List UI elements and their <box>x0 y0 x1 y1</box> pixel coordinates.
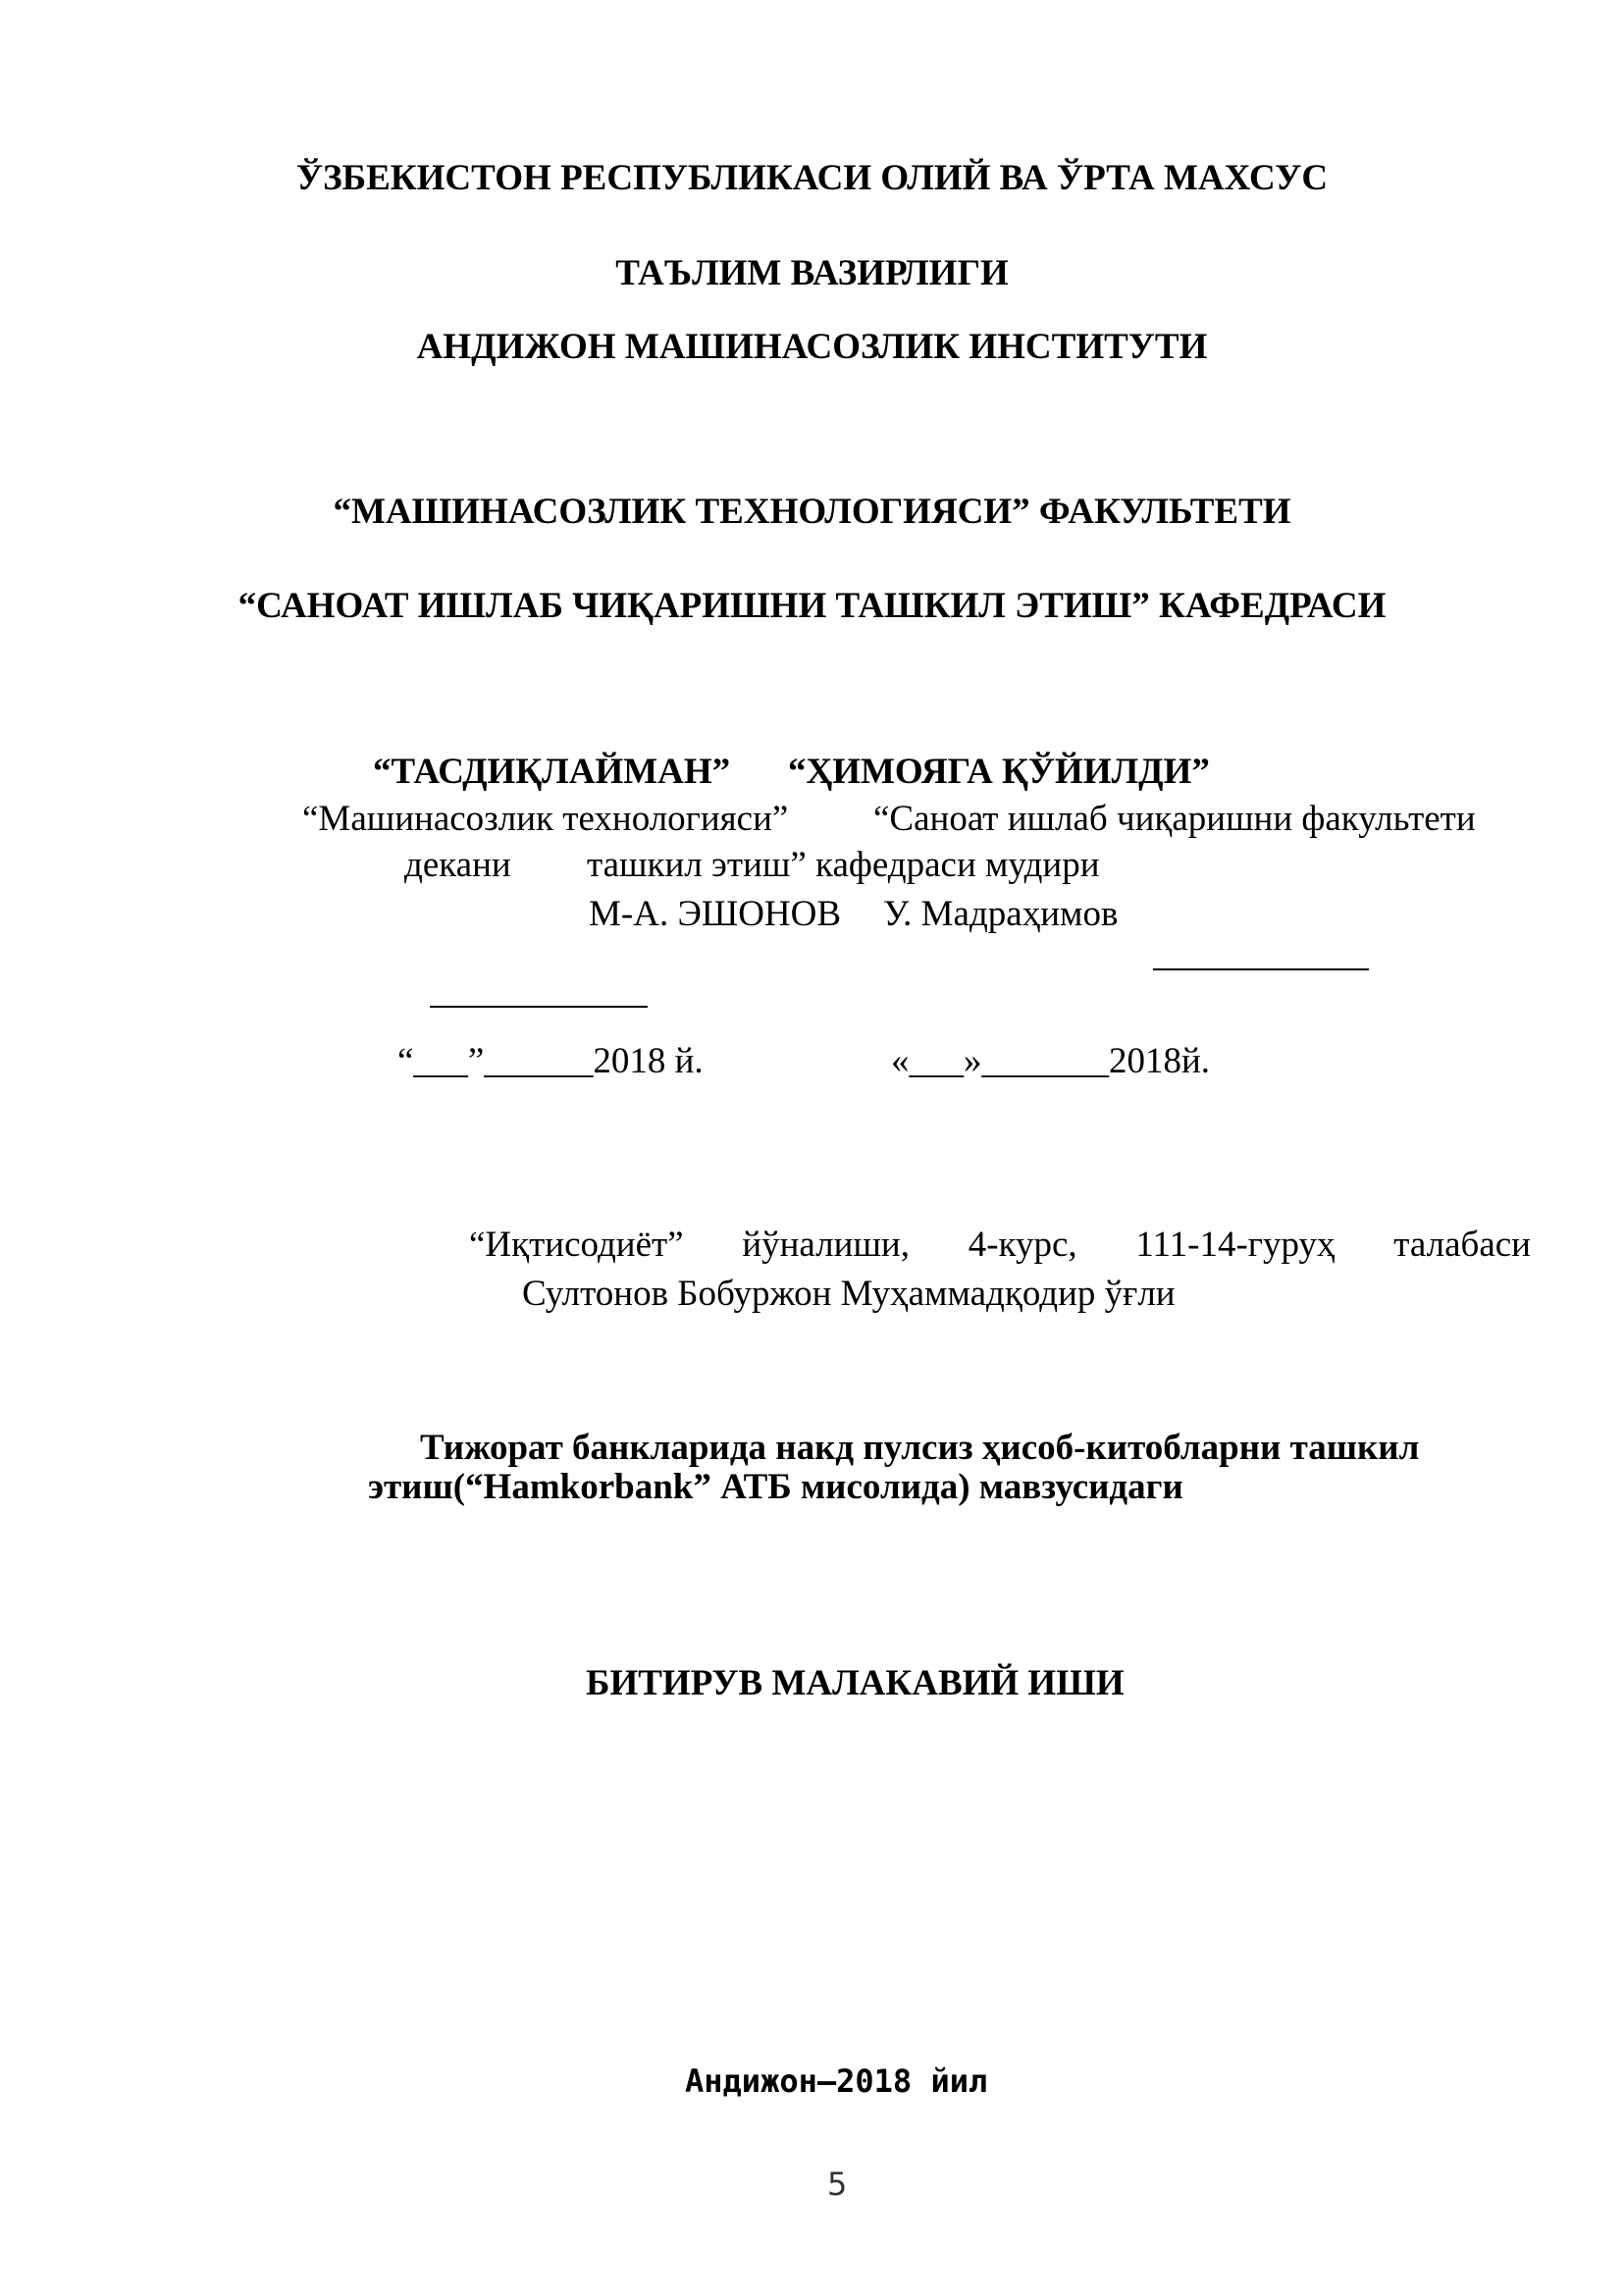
ministry-line-2: ТАЪЛИМ ВАЗИРЛИГИ <box>615 253 1009 293</box>
city-year: Андижон–2018 йил <box>685 2062 988 2100</box>
ministry-line-1: ЎЗБЕКИСТОН РЕСПУБЛИКАСИ ОЛИЙ ВА ЎРТА МАХСУС <box>295 158 1329 198</box>
student-name: Султонов Бобуржон Муҳаммадқодир ўғли <box>522 1274 1176 1314</box>
dean-name: М-А. ЭШОНОВ <box>589 894 842 934</box>
work-type: БИТИРУВ МАЛАКАВИЙ ИШИ <box>586 1663 1125 1703</box>
approve-label: “ТАСДИҚЛАЙМАН” <box>373 752 731 792</box>
student-direction-label: йўналиши, <box>742 1225 910 1265</box>
student-direction: “Иқтисодиёт” <box>469 1225 684 1265</box>
defense-label: “ҲИМОЯГА ҚЎЙИЛДИ” <box>788 752 1210 792</box>
dean-date: “___”______2018 й. <box>397 1041 704 1081</box>
student-course: 4-курс, <box>968 1225 1077 1265</box>
student-group: 111-14-гуруҳ <box>1135 1225 1336 1265</box>
topic-line-2: этиш(“Hamkorbank” АТБ мисолида) мавзусидаги <box>368 1467 1183 1507</box>
page-number: 5 <box>827 2166 848 2203</box>
head-signature-line <box>1153 968 1369 970</box>
dean-signature-line <box>430 1006 648 1008</box>
student-info-line <box>469 1226 1531 1263</box>
head-department-label-2: ташкил этиш” кафедраси мудири <box>587 845 1100 885</box>
institute-name: АНДИЖОН МАШИНАСОЗЛИК ИНСТИТУТИ <box>416 327 1208 367</box>
student-role: талабаси <box>1393 1225 1531 1265</box>
faculty-name: “МАШИНАСОЗЛИК ТЕХНОЛОГИЯСИ” ФАКУЛЬТЕТИ <box>333 492 1291 532</box>
head-department-label-1: “Саноат ишлаб чиқаришни факультети <box>873 799 1476 839</box>
dean-label: декани <box>404 845 511 885</box>
dean-faculty-label: “Машинасозлик технологияси” <box>302 799 789 839</box>
topic-line-1: Тижорат банкларида накд пулсиз ҳисоб-китобларни ташкил <box>420 1428 1420 1468</box>
department-name: “САНОАТ ИШЛАБ ЧИҚАРИШНИ ТАШКИЛ ЭТИШ” КАФЕДРАСИ <box>237 586 1387 626</box>
head-date: «___»_______2018й. <box>891 1041 1211 1081</box>
head-name: У. Мадраҳимов <box>883 894 1119 934</box>
